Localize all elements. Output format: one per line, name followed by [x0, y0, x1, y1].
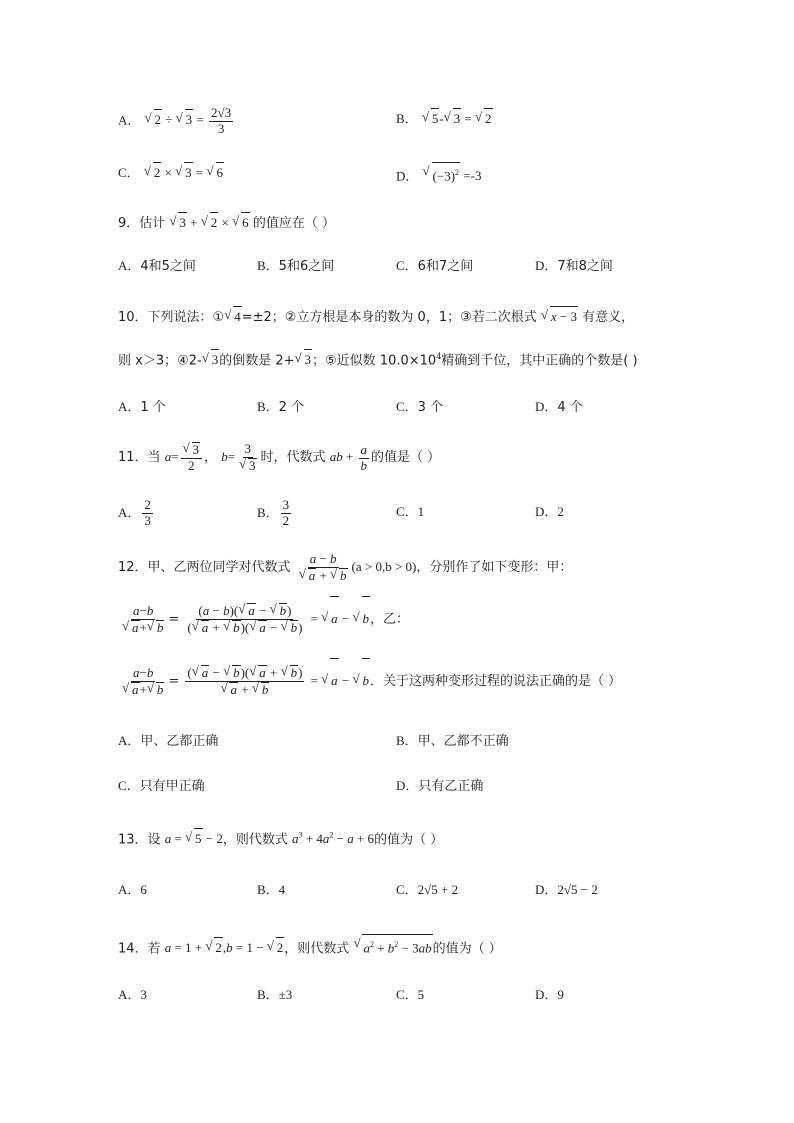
q13-option-a[interactable]: A．6	[118, 882, 147, 897]
q12-yi-transform: a−b √ a+√ b = (√ a − √ b)(√ a + √ b) √ a + √ b = √ a − √ b．关于这两种变形过程的说法正确的是（ ）	[118, 658, 621, 704]
q14-option-b[interactable]: B．±3	[257, 987, 293, 1002]
q12-option-d[interactable]: D．只有乙正确	[396, 778, 484, 794]
q11-option-c[interactable]: C．1	[396, 504, 425, 519]
q9-option-c[interactable]: C．6和7之间	[396, 258, 474, 274]
q12-option-a[interactable]: A．甲、乙都正确	[118, 733, 219, 749]
q9-option-a[interactable]: A．4和5之间	[118, 258, 196, 274]
q14-option-d[interactable]: D．9	[535, 987, 564, 1002]
q10-stem-line1: 10．下列说法：①√ 4=±2；②立方根是本身的数为 0，1；③若二次根式 √ x − 3 有意义，	[118, 306, 634, 328]
q8-option-b[interactable]: B． √ 5-√ 3 = √ 2	[396, 108, 493, 130]
q10-option-b[interactable]: B．2 个	[257, 399, 305, 415]
q13-option-d[interactable]: D．2√5 − 2	[535, 882, 598, 897]
q9-expression: √ 3 + √ 2 × √ 6	[169, 215, 252, 230]
q13-stem: 13．设 a = √ 5 − 2，则代数式 $a^3 + 4a^2 - a + 6$的值为（ ）	[118, 826, 443, 850]
q10-option-c[interactable]: C．3 个	[396, 399, 444, 415]
q14-stem: 14．若 a = 1 + √ 2,b = 1 − √ 2，则代数式 √ $a^2 + b^2 - 3ab$的值为（ ）	[118, 934, 502, 959]
q12-jia-transform: a−b √ a+√ b = $\frac{(a - b)(√ a - √ b)}{(√ a + √ b)(√ a - √ b)}$ = √ a − √ b，乙：	[118, 596, 409, 642]
q9-option-d[interactable]: D．7和8之间	[535, 258, 613, 274]
q11-option-b[interactable]: B． $\frac{3}{2}$	[257, 497, 290, 528]
q8-d-expression: √ $(-3)^2 =-3$	[423, 168, 482, 183]
q9-stem: 9．估计 √ 3 + √ 2 × √ 6 的值应在（ ）	[118, 212, 335, 234]
q13-option-b[interactable]: B．4	[257, 882, 286, 897]
q13-option-c[interactable]: C．2√5 + 2	[396, 882, 459, 897]
q14-option-c[interactable]: C．5	[396, 987, 425, 1002]
q11-stem: 11．当 a= √ $\frac{3}{2}$ ， b= 3 √ 3 时，代数式 ab + $\frac{a}{b}$ 的值是（ ）	[118, 440, 440, 475]
q14-option-a[interactable]: A．3	[118, 987, 147, 1002]
q10-stem-line2: 则 x＞3；④2-√ 3的倒数是 2+√ 3；⑤近似数 $10.0\times 10^4$精确到千位，其中正确的个数是( )	[118, 347, 638, 371]
q8-a-expression: √ 2 ÷ √ 3 = $\frac{2√3}{3}$	[145, 112, 236, 127]
q12-stem: 12．甲、乙两位同学对代数式 a − b √ a + √ b (a > 0,b > 0)，分别作了如下变形：甲：	[118, 550, 572, 585]
q8-option-a[interactable]: A． √ 2 ÷ √ 3 = $\frac{2√3}{3}$	[118, 106, 235, 137]
q8-c-expression: √ 2 × √ 3 = √ 6	[144, 165, 224, 180]
q8-b-expression: √ 5-√ 3 = √ 2	[422, 111, 493, 126]
q8-option-c[interactable]: C． √ 2 × √ 3 = √ 6	[118, 162, 224, 184]
q11-option-d[interactable]: D．2	[535, 504, 564, 519]
q9-option-b[interactable]: B．5和6之间	[257, 258, 335, 274]
q12-option-c[interactable]: C．只有甲正确	[118, 778, 205, 794]
q11-option-a[interactable]: A． $\frac{2}{3}$	[118, 497, 151, 528]
q10-option-a[interactable]: A．1 个	[118, 399, 166, 415]
q8-option-d[interactable]: D． √ $(-3)^2 =-3$	[396, 162, 481, 187]
q10-option-d[interactable]: D．4 个	[535, 399, 583, 415]
q12-option-b[interactable]: B．甲、乙都不正确	[396, 733, 509, 749]
